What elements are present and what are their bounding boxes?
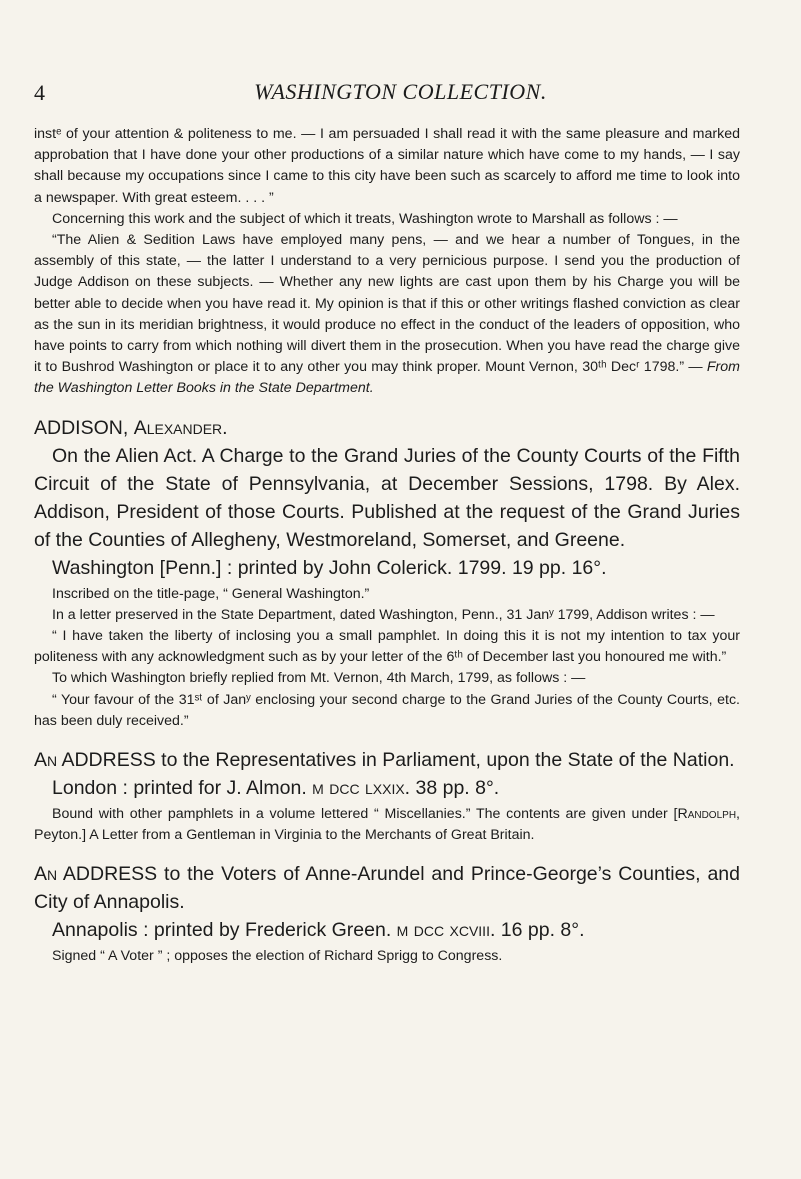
entry-addison-note-5: “ Your favour of the 31ˢᵗ of Janʸ enclosing your second charge to the Grand Juries of the County Courts, etc. has been duly received.” — [34, 691, 740, 729]
continued-quote: instᵉ of your attention & politeness to me. — I am persuaded I shall read it with the same pleasure and marked approbation that I have done your other productions of a similar nature which have come to my hands, — I say shall because my occupations since I came to this city have been such as scarcely to afford me time to look into a newspaper. With great esteem. . . . ” — [34, 126, 740, 206]
note-text: Bound with other pamphlets in a volume lettered “ Miscellanies.” The contents are given under [ — [52, 806, 678, 823]
imprint-tail: 38 pp. 8°. — [410, 777, 500, 800]
entry-addison-title: On the Alien Act. A Charge to the Grand Juries of the County Courts of the Fifth Circuit of the State of Pennsylvania, at December Sessions, 1798. By Alex. Addison, President of those Courts. Published at the request of the Grand Juries of the Counties of Allegheny, Westmoreland, Somerset, and Greene. — [34, 444, 740, 551]
page-number: 4 — [34, 80, 45, 105]
entry-address-parliament-imprint — [34, 774, 740, 802]
imprint-text: Annapolis : printed by Frederick Green. — [52, 919, 397, 942]
entry-address-voters-title — [34, 860, 740, 916]
washington-letter — [34, 230, 740, 400]
entry-lead-word: An — [34, 749, 58, 772]
page-body — [34, 124, 740, 968]
entry-addison-note-2: In a letter preserved in the State Department, dated Washington, Penn., 31 Janʸ 1799, Addison writes : — — [52, 606, 715, 623]
washington-letter-source: From the Washington Letter Books in the State Department. — [34, 359, 740, 397]
entry-addison-imprint: Washington [Penn.] : printed by John Colerick. 1799. 19 pp. 16°. — [52, 556, 607, 579]
entry-title-text: ADDRESS to the Representatives in Parliament, upon the State of the Nation. — [57, 749, 735, 772]
imprint-date: m dcc xcviii. — [396, 919, 496, 942]
note-author: Randolph — [677, 806, 737, 823]
entry-address-voters-note: Signed “ A Voter ” ; opposes the election of Richard Sprigg to Congress. — [52, 948, 503, 965]
entry-address-parliament-note — [34, 804, 740, 846]
imprint-tail: 16 pp. 8°. — [495, 919, 585, 942]
washington-letter-text: “The Alien & Sedition Laws have employed many pens, — and we hear a number of Tongues, in the assembly of this state, — the latter I understand to a very pernicious purpose. I send you the production of Judge Addison on these subjects. — Whether any new lights are cast upon them by his Charge you will be better able to decide when you have read it. My opinion is that if this or other writings flashed conviction as clear as the sun in its meridian brightness, it would produce no effect in the conduct of the leaders of opposition, who have points to carry from which nothing will divert them in the prosecution. When you have read the charge give it to Bushrod Washington or place it to any other you may think proper. Mount Vernon, 30ᵗʰ Decʳ 1798.” — — [34, 232, 740, 376]
entry-lead-word: An — [34, 863, 58, 886]
concerning-paragraph: Concerning this work and the subject of which it treats, Washington wrote to Marshall as follows : — — [52, 210, 678, 227]
entry-address-voters-imprint — [34, 916, 740, 944]
entry-addison-note-1: Inscribed on the title-page, “ General Washington.” — [52, 585, 370, 602]
entry-addison-note-4: To which Washington briefly replied from Mt. Vernon, 4th March, 1799, as follows : — — [52, 670, 586, 687]
note-tail: , Peyton.] A Letter from a Gentleman in Virginia to the Merchants of Great Britain. — [34, 806, 740, 844]
entry-addison-note-3: “ I have taken the liberty of inclosing you a small pamphlet. In doing this it is not my intention to tax your politeness with any acknowledgment such as by your letter of the 6ᵗʰ of December last you honoured me with.” — [34, 628, 740, 666]
entry-author-forename: Alexander. — [133, 416, 228, 439]
entry-title-text: ADDRESS to the Voters of Anne-Arundel and Prince-George’s Counties, and City of Annapolis. — [34, 863, 740, 914]
imprint-text: London : printed for J. Almon. — [52, 777, 313, 800]
entry-author: ADDISON, — [34, 416, 134, 439]
entry-address-parliament-title — [34, 746, 740, 774]
imprint-date: m dcc lxxix. — [312, 777, 411, 800]
entry-addison-heading — [34, 414, 740, 442]
running-head: WASHINGTON COLLECTION. — [254, 79, 547, 104]
